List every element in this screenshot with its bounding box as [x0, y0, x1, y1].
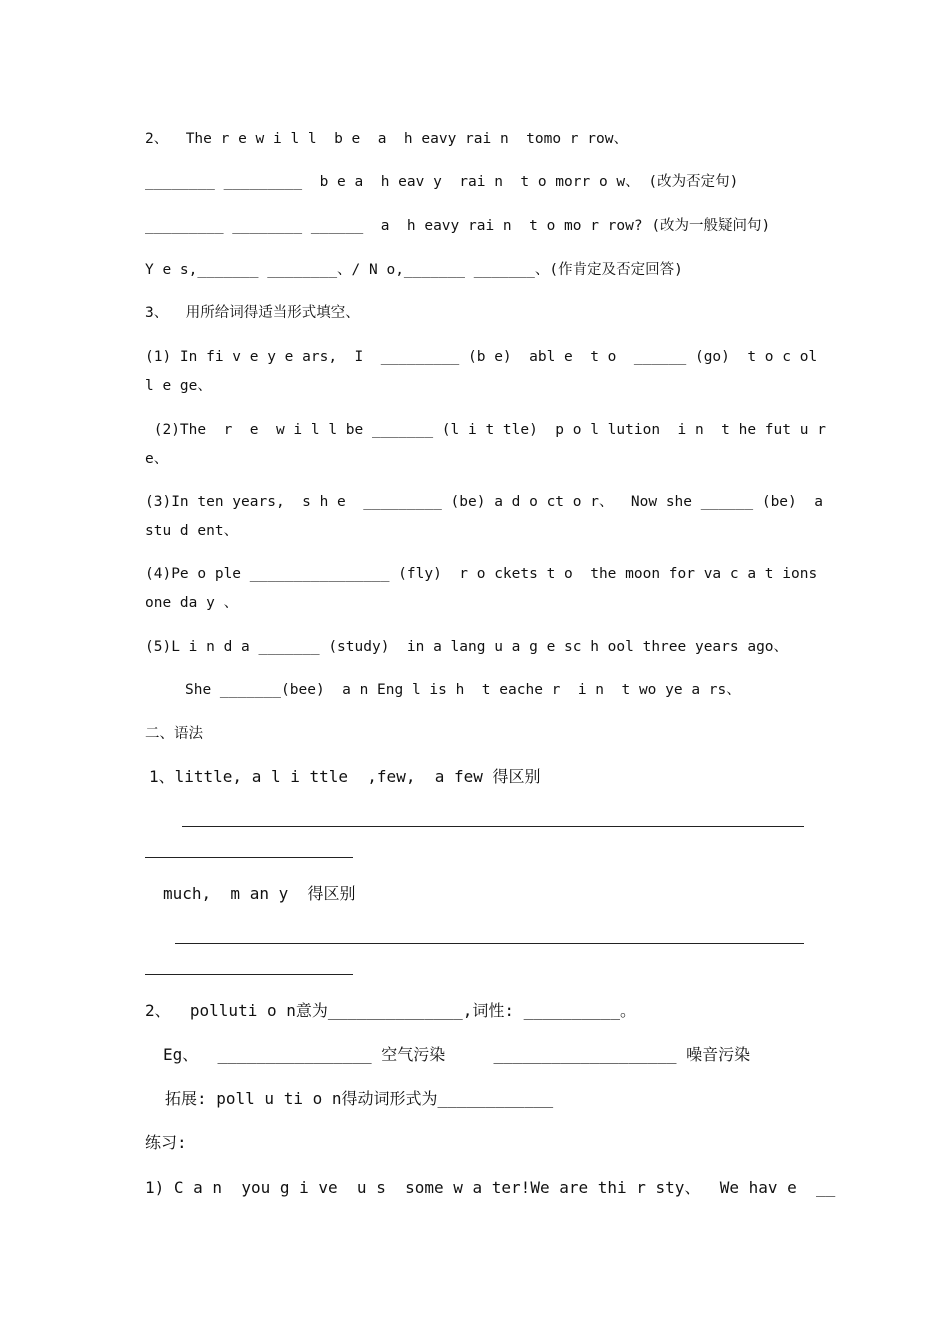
grammar-example: Eg、 ________________ 空气污染 ___________________ 噪音污染 [163, 1045, 751, 1064]
answer-line [145, 974, 353, 975]
grammar-q1: 1、little, a l i ttle ,few, a few 得区别 [149, 767, 541, 786]
exercise-2-negative-line: ________ _________ b e a h eav y rai n t o morr o w、 (改为否定句) [145, 174, 739, 190]
grammar-q2: 2、 polluti o n意为______________,词性: __________。 [145, 1001, 636, 1020]
exercise-3-item-4-cont: one da y 、 [145, 595, 239, 611]
exercise-3-heading: 3、 用所给词得适当形式填空、 [145, 305, 360, 321]
grammar-extension: 拓展: poll u ti o n得动词形式为____________ [165, 1089, 554, 1108]
exercise-3-item-2-cont: e、 [145, 451, 169, 467]
grammar-q1-sub: much, m an y 得区别 [163, 884, 356, 903]
exercise-3-item-3-cont: stu d ent、 [145, 523, 239, 539]
practice-heading: 练习: [145, 1133, 187, 1152]
answer-line [145, 857, 353, 858]
exercise-2-answer-line: Y e s,_______ ________、/ N o,_______ _______、(作肯定及否定回答) [145, 262, 683, 278]
grammar-heading: 二、语法 [145, 726, 203, 742]
exercise-3-item-2: (2)The r e w i l l be _______ (l i t tle) p o l lution i n t he fut u r [145, 422, 826, 438]
answer-line [182, 826, 804, 827]
exercise-3-item-3: (3)In ten years, s h e _________ (be) a d o ct o r、 Now she ______ (be) a [145, 494, 823, 510]
exercise-2-question-line: _________ ________ ______ a h eavy rai n t o mo r row? (改为一般疑问句) [145, 218, 771, 234]
exercise-3-item-1-cont: l e ge、 [145, 378, 212, 394]
exercise-3-item-4: (4)Pe o ple ________________ (fly) r o ckets t o the moon for va c a t ions [145, 566, 818, 582]
practice-item-1: 1) C a n you g i ve u s some w a ter!We are thi r sty、 We hav e __ [145, 1178, 836, 1197]
exercise-2-question: 2、 The r e w i l l b e a h eavy rai n tomo r row、 [145, 131, 628, 147]
exercise-3-item-1: (1) In fi v e y e ars, I _________ (b e) abl e t o ______ (go) t o c ol [145, 349, 818, 365]
exercise-3-item-5-cont: She _______(bee) a n Eng l is h t eache r i n t wo ye a rs、 [185, 682, 741, 698]
exercise-3-item-5: (5)L i n d a _______ (study) in a lang u a g e sc h ool three years ago、 [145, 639, 789, 655]
answer-line [175, 943, 804, 944]
